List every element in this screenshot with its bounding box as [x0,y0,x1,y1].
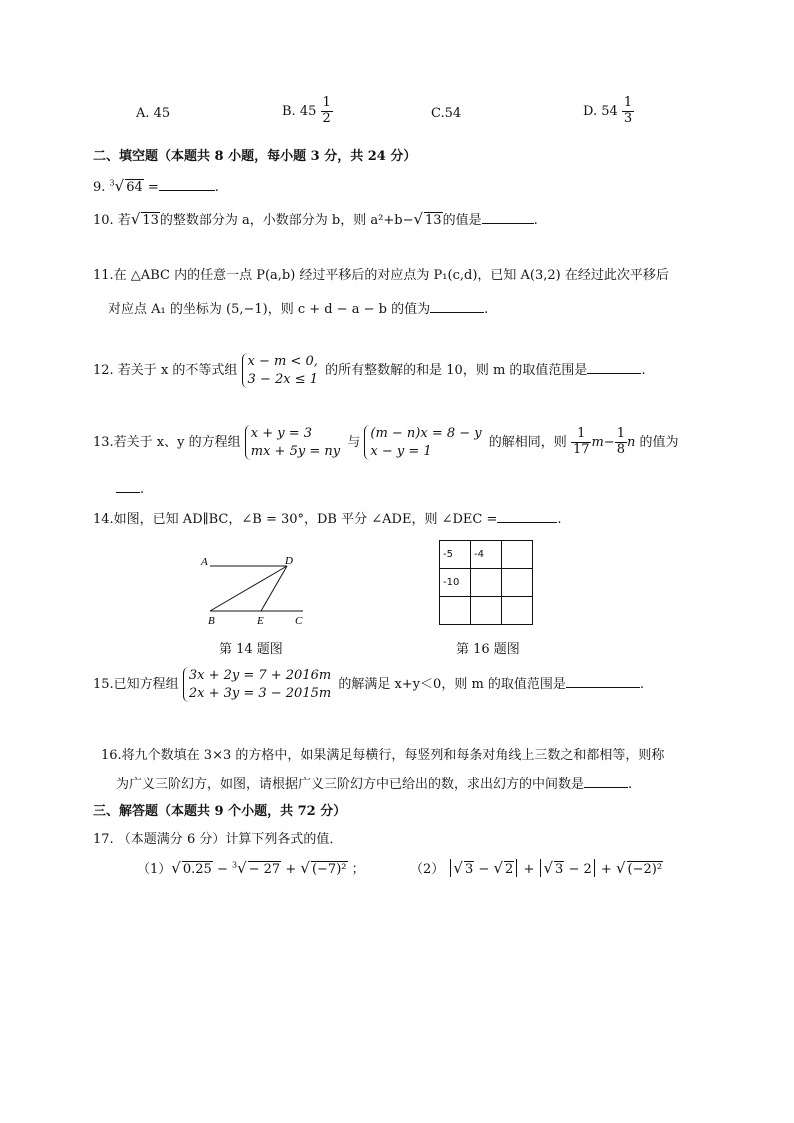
q13-system-a: x + y = 3 mx + 5y = ny [245,425,343,460]
label-e: E [257,615,264,627]
choice-d [583,96,634,127]
question-16-line2: 为广义三阶幻方，如图，请根据广义三阶幻方中已给出的数，求出幻方的中间数是 . [116,777,633,792]
section3-heading: 三、解答题（本题共 9 个小题，共 72 分） [93,804,347,819]
label-b: B [208,615,215,627]
choice-a: A. 45 [136,106,171,121]
question-17-part2: （2） √ 3 − √ 2 + √ 3 − 2 + √ (−2)² [410,859,663,877]
label-c: C [295,615,303,627]
q15-equation-system: 3x + 2y = 7 + 2016m 2x + 3y = 3 − 2015m [183,667,334,702]
magic-cell: -10 [440,569,471,597]
choice-b-int: B. 45 [282,103,317,119]
question-16-line1: 16.将九个数填在 3×3 的方格中，如果满足每横行，每竖列和每条对角线上三数之和都相等，则称 [101,748,665,763]
question-10: 10. 若√ 13的整数部分为 a，小数部分为 b，则 a²+b−√ 13的值是 . [93,210,538,228]
figure-16-caption: 第 16 题图 [456,642,520,657]
question-14: 14.如图，已知 AD∥BC，∠B = 30°，DB 平分 ∠ADE，则 ∠DEC = . [93,512,562,527]
answer-blank-10 [482,211,534,224]
segment-bd [210,566,287,611]
section2-heading: 二、填空题（本题共 8 小题，每小题 3 分，共 24 分） [93,149,417,164]
label-d: D [285,555,293,567]
magic-cell [471,569,502,597]
question-17: 17. （本题满分 6 分）计算下列各式的值． [93,832,343,847]
question-13-answer: . [116,480,144,497]
absolute-value-2: √ 3 − 2 [540,859,594,877]
choice-b-fraction: $\frac{1}{2}$ [322,95,331,126]
answer-blank-11 [430,300,484,313]
q13-fraction-2: $\frac{1}{8}$ [616,426,625,458]
answer-blank-9 [159,178,215,191]
magic-cell: -4 [471,541,502,569]
figure-14-caption: 第 14 题图 [219,642,283,657]
magic-cell [502,569,533,597]
magic-cell [471,597,502,625]
question-12: 12. 若关于 x 的不等式组 x − m < 0, 3 − 2x ≤ 1 的所有整数解的和是 10，则 m 的取值范围是 . [93,354,646,387]
magic-cell [502,597,533,625]
answer-blank-13 [116,480,140,493]
magic-cell [440,597,471,625]
figure-16-magic-square [439,540,533,625]
absolute-value-1: √ 3 − √ 2 [450,859,517,877]
question-15: 15.已知方程组 3x + 2y = 7 + 2016m 2x + 3y = 3 − 2015m 的解满足 x+y＜0，则 m 的取值范围是 . [93,668,645,701]
question-9: 9. $^3$√ 64 = . [93,177,219,195]
q13-system-b: (m − n)x = 8 − y x − y = 1 [364,425,484,460]
question-11-line1: 11.在 △ABC 内的任意一点 P(a,b) 经过平移后的对应点为 P₁(c,d)，已知 A(3,2) 在经过此次平移后 [93,268,669,283]
q12-inequality-system: x − m < 0, 3 − 2x ≤ 1 [242,353,321,388]
q9-radicand: 64 [126,180,143,195]
magic-cell [502,541,533,569]
choice-b [282,96,333,127]
question-11-line2: 对应点 A₁ 的坐标为 (5,−1)，则 c + d − a − b 的值为 . [108,302,489,317]
magic-cell: -5 [440,541,471,569]
answer-blank-16 [584,775,628,788]
question-17-part1: （1）√ 0.25 − $^3$√ − 27 + √ (−7)² ； [137,859,365,877]
choice-d-int: D. 54 [583,103,618,119]
answer-blank-12 [587,361,641,374]
choice-d-fraction: $\frac{1}{3}$ [623,95,633,126]
choice-c: C.54 [431,106,462,121]
q13-fraction-1: $\frac{1}{17}$ [572,426,590,458]
figure-14-diagram [195,550,315,630]
answer-blank-14 [497,510,557,523]
segment-de [261,566,287,611]
question-13: 13.若关于 x、y 的方程组 x + y = 3 mx + 5y = ny 与 (m − n)x = 8 − y x − y = 1 的解相同，则 $\frac{1}{17}$ m− $\frac{1}{8}$ n 的值为 [93,426,679,459]
answer-blank-15 [566,675,640,688]
label-a: A [201,556,208,568]
